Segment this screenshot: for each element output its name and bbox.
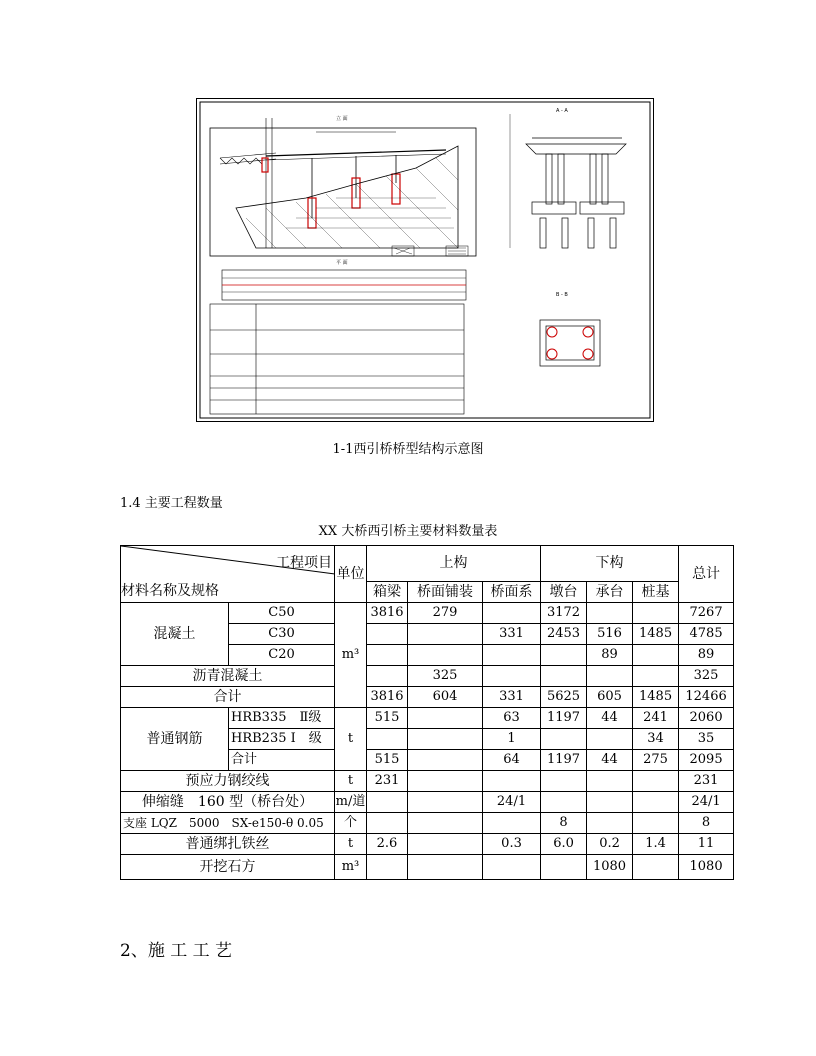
value-cell	[408, 729, 483, 750]
value-cell	[408, 750, 483, 771]
value-cell	[367, 666, 408, 687]
value-cell	[408, 708, 483, 729]
value-cell: 2095	[679, 750, 734, 771]
header-project: 工程项目	[276, 555, 332, 571]
value-cell: 3172	[541, 603, 587, 624]
value-cell: 605	[587, 687, 633, 708]
value-cell: 1197	[541, 708, 587, 729]
value-cell	[367, 855, 408, 880]
row-label: 开挖石方	[121, 855, 335, 880]
table-row	[121, 834, 734, 855]
table-row	[121, 687, 734, 708]
value-cell	[587, 603, 633, 624]
value-cell: 89	[587, 645, 633, 666]
value-cell: 241	[633, 708, 679, 729]
value-cell	[367, 729, 408, 750]
value-cell: 44	[587, 750, 633, 771]
value-cell	[367, 624, 408, 645]
row-label: 伸缩缝 160 型（桥台处）	[121, 792, 335, 813]
table-row	[121, 813, 734, 834]
value-cell	[483, 666, 541, 687]
value-cell: 1	[483, 729, 541, 750]
value-cell: 6.0	[541, 834, 587, 855]
unit-cell: t	[335, 771, 367, 792]
header-box-girder: 箱梁	[367, 581, 408, 602]
value-cell: 2.6	[367, 834, 408, 855]
value-cell: 0.3	[483, 834, 541, 855]
value-cell: 8	[541, 813, 587, 834]
section-heading: 1.4 主要工程数量	[120, 496, 223, 511]
header-superstructure: 上构	[367, 546, 541, 582]
value-cell	[541, 855, 587, 880]
section-aa-label: A - A	[556, 108, 568, 114]
value-cell: 44	[587, 708, 633, 729]
value-cell: 2453	[541, 624, 587, 645]
header-pile: 桩基	[633, 581, 679, 602]
value-cell: 331	[483, 687, 541, 708]
row-label: 支座 LQZ 5000 SX-e150-θ 0.05	[121, 813, 335, 834]
value-cell	[408, 624, 483, 645]
value-cell: 0.2	[587, 834, 633, 855]
concrete-subtotal-label: 合计	[121, 687, 335, 708]
value-cell: 11	[679, 834, 734, 855]
value-cell	[483, 771, 541, 792]
value-cell	[541, 645, 587, 666]
value-cell	[633, 792, 679, 813]
spec-cell: C30	[229, 624, 335, 645]
header-cap: 承台	[587, 581, 633, 602]
value-cell	[367, 645, 408, 666]
value-cell	[633, 645, 679, 666]
value-cell: 1197	[541, 750, 587, 771]
value-cell	[408, 792, 483, 813]
value-cell: 516	[587, 624, 633, 645]
value-cell: 2060	[679, 708, 734, 729]
header-material: 材料名称及规格	[121, 583, 219, 599]
value-cell	[408, 834, 483, 855]
value-cell	[541, 792, 587, 813]
value-cell: 34	[633, 729, 679, 750]
row-label: 普通绑扎铁丝	[121, 834, 335, 855]
value-cell: 515	[367, 750, 408, 771]
material-quantity-table	[120, 545, 734, 880]
value-cell	[633, 771, 679, 792]
header-deck-paving: 桥面铺装	[408, 581, 483, 602]
value-cell: 1485	[633, 624, 679, 645]
value-cell	[408, 855, 483, 880]
value-cell	[483, 855, 541, 880]
bridge-structure-drawing	[196, 98, 654, 422]
value-cell: 3816	[367, 687, 408, 708]
spec-cell: HRB235 Ⅰ 级	[229, 729, 335, 750]
value-cell	[483, 813, 541, 834]
value-cell	[541, 729, 587, 750]
header-unit: 单位	[335, 546, 367, 603]
table-row	[121, 666, 734, 687]
value-cell	[633, 666, 679, 687]
header-total: 总计	[679, 546, 734, 603]
table-row	[121, 603, 734, 624]
value-cell	[367, 813, 408, 834]
diagonal-header-cell	[121, 546, 335, 603]
header-pier: 墩台	[541, 581, 587, 602]
table-title: XX 大桥西引桥主要材料数量表	[318, 524, 498, 539]
value-cell: 325	[679, 666, 734, 687]
section-2-heading: 2、施 工 工 艺	[120, 941, 233, 961]
unit-cell: m/道	[335, 792, 367, 813]
value-cell	[587, 771, 633, 792]
unit-cell: t	[335, 834, 367, 855]
unit-cell: m³	[335, 603, 367, 708]
value-cell	[587, 729, 633, 750]
value-cell: 7267	[679, 603, 734, 624]
value-cell: 24/1	[679, 792, 734, 813]
unit-cell: 个	[335, 813, 367, 834]
value-cell	[587, 666, 633, 687]
value-cell	[483, 645, 541, 666]
table-row	[121, 855, 734, 880]
spec-cell: C20	[229, 645, 335, 666]
group-concrete: 混凝土	[121, 603, 229, 666]
value-cell: 279	[408, 603, 483, 624]
value-cell	[367, 792, 408, 813]
value-cell: 89	[679, 645, 734, 666]
value-cell: 8	[679, 813, 734, 834]
value-cell: 604	[408, 687, 483, 708]
value-cell: 63	[483, 708, 541, 729]
row-label: 预应力钢绞线	[121, 771, 335, 792]
value-cell: 325	[408, 666, 483, 687]
elevation-label: 立 面	[336, 116, 348, 122]
unit-cell: t	[335, 708, 367, 771]
value-cell	[633, 855, 679, 880]
value-cell: 231	[679, 771, 734, 792]
value-cell	[408, 645, 483, 666]
value-cell: 1.4	[633, 834, 679, 855]
spec-cell: HRB335 Ⅱ级	[229, 708, 335, 729]
spec-cell: C50	[229, 603, 335, 624]
unit-cell: m³	[335, 855, 367, 880]
value-cell: 1080	[679, 855, 734, 880]
value-cell	[633, 603, 679, 624]
asphalt-label: 沥青混凝土	[121, 666, 335, 687]
value-cell: 3816	[367, 603, 408, 624]
value-cell: 1080	[587, 855, 633, 880]
value-cell: 5625	[541, 687, 587, 708]
value-cell	[483, 603, 541, 624]
group-rebar: 普通钢筋	[121, 708, 229, 771]
header-deck-system: 桥面系	[483, 581, 541, 602]
value-cell: 24/1	[483, 792, 541, 813]
drawing-caption: 1-1西引桥桥型结构示意图	[332, 442, 484, 457]
value-cell	[541, 666, 587, 687]
value-cell	[541, 771, 587, 792]
value-cell: 275	[633, 750, 679, 771]
table-row	[121, 708, 734, 729]
value-cell: 515	[367, 708, 408, 729]
value-cell: 231	[367, 771, 408, 792]
value-cell: 35	[679, 729, 734, 750]
spec-cell: 合计	[229, 750, 335, 771]
value-cell: 331	[483, 624, 541, 645]
value-cell	[633, 813, 679, 834]
value-cell: 64	[483, 750, 541, 771]
section-bb-label: B - B	[556, 292, 568, 298]
header-substructure: 下构	[541, 546, 679, 582]
value-cell	[408, 813, 483, 834]
value-cell	[587, 813, 633, 834]
value-cell	[408, 771, 483, 792]
value-cell: 4785	[679, 624, 734, 645]
value-cell: 12466	[679, 687, 734, 708]
table-row	[121, 792, 734, 813]
plan-label: 平 面	[336, 260, 348, 266]
value-cell	[587, 792, 633, 813]
table-row	[121, 771, 734, 792]
value-cell: 1485	[633, 687, 679, 708]
